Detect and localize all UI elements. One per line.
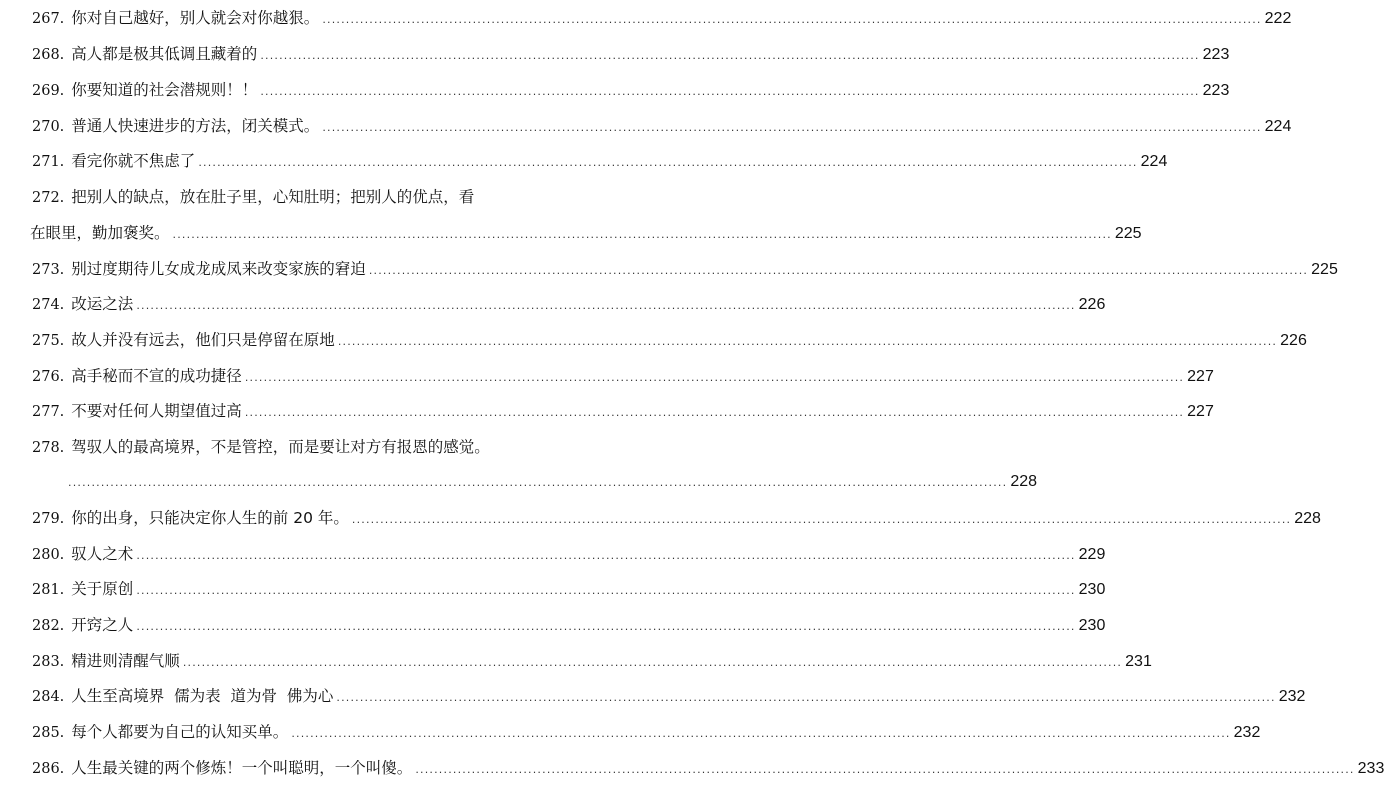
entry-number: 286. [32,761,65,777]
entry-page: 230 [1078,617,1106,634]
entry-page: 223 [1202,46,1230,63]
dot-leader [136,544,1075,568]
toc-entry[interactable] [30,185,1142,245]
entry-page: 228 [1294,510,1321,527]
entry-title: 高人都是极其低调且藏着的 [71,45,258,63]
entry-number: 270. [32,119,65,135]
toc-entry[interactable] [32,542,1106,566]
entry-number: 283. [32,654,65,670]
toc-entry[interactable] [32,399,1214,423]
entry-page: 224 [1140,153,1168,170]
entry-title: 别过度期待儿女成龙成凤来改变家族的窘迫 [71,260,366,278]
entry-page: 224 [1264,118,1292,135]
toc-entry[interactable] [32,42,1230,66]
toc-entry[interactable] [32,649,1152,673]
entry-title: 开窍之人 [71,616,134,634]
dot-leader [260,44,1199,68]
dot-leader [136,579,1075,603]
entry-number: 284. [32,689,65,705]
entry-page: 226 [1280,332,1307,349]
toc-entry[interactable] [32,149,1168,173]
dot-leader [322,116,1261,140]
dot-leader [369,259,1308,283]
entry-page: 222 [1264,10,1292,27]
dot-leader [415,758,1354,782]
entry-title: 人生最关键的两个修炼！一个叫聪明，一个叫傻。 [71,759,413,777]
entry-number: 280. [32,547,65,563]
entry-title: 把别人的缺点，放在肚子里，心知肚明；把别人的优点，看 [71,188,475,206]
dot-leader [136,615,1075,639]
toc-entry[interactable] [32,613,1106,637]
entry-title: 关于原创 [71,580,134,598]
entry-page: 228 [1010,473,1038,490]
entry-number: 279. [32,511,65,527]
entry-page: 227 [1187,368,1214,385]
entry-number: 275. [32,333,65,349]
entry-number: 267. [32,11,65,27]
entry-title-continued: 在眼里，勤加褒奖。 [30,224,170,242]
dot-leader [338,330,1277,354]
dot-leader [68,471,1007,495]
toc-entry[interactable] [32,292,1106,316]
entry-title: 人生至高境界 儒为表 道为骨 佛为心 [71,687,334,705]
toc-entry[interactable] [32,6,1292,30]
dot-leader [136,294,1075,318]
dot-leader [260,80,1199,104]
entry-title: 精进则清醒气顺 [71,652,180,670]
toc-entry[interactable] [32,257,1338,281]
entry-number: 273. [32,262,65,278]
entry-number: 282. [32,618,65,634]
toc-entry[interactable] [32,435,1038,494]
entry-page: 225 [1114,225,1142,242]
entry-number: 281. [32,582,65,598]
entry-number: 277. [32,404,65,420]
toc-entry[interactable] [32,577,1106,601]
entry-number: 271. [32,154,65,170]
dot-leader [245,401,1184,425]
entry-page: 233 [1357,760,1384,777]
toc-entry[interactable] [32,506,1321,530]
entry-page: 229 [1078,546,1106,563]
entry-page: 226 [1078,296,1106,313]
entry-number: 269. [32,83,65,99]
toc-entry[interactable] [32,684,1306,708]
dot-leader [183,651,1122,675]
dot-leader [336,686,1275,710]
entry-title: 不要对任何人期望值过高 [71,402,242,420]
entry-title: 驾驭人的最高境界，不是管控，而是要让对方有报恩的感觉。 [71,438,490,456]
toc-entry[interactable] [32,756,1384,780]
entry-page: 230 [1078,581,1106,598]
entry-number: 276. [32,369,65,385]
entry-number: 268. [32,47,65,63]
toc-entry[interactable] [32,328,1307,352]
entry-title: 高手秘而不宣的成功捷径 [71,367,242,385]
entry-title: 普通人快速进步的方法，闭关模式。 [71,117,320,135]
toc-entry[interactable] [32,720,1261,744]
entry-page: 223 [1202,82,1230,99]
entry-title: 你对自己越好，别人就会对你越狠。 [71,9,320,27]
entry-number: 278. [32,440,65,456]
entry-title: 每个人都要为自己的认知买单。 [71,723,289,741]
entry-page: 227 [1187,403,1214,420]
entry-page: 231 [1125,653,1152,670]
dot-leader [291,722,1230,746]
dot-leader [352,508,1291,532]
dot-leader [198,151,1137,175]
entry-title: 故人并没有远去，他们只是停留在原地 [71,331,335,349]
toc-entry[interactable] [32,364,1214,388]
toc-entry[interactable] [32,114,1292,138]
toc-entry[interactable] [32,78,1230,102]
entry-page: 232 [1278,688,1306,705]
entry-title: 看完你就不焦虑了 [71,152,196,170]
entry-number: 272. [32,190,65,206]
entry-title: 你要知道的社会潜规则！！ [71,81,258,99]
entry-title: 你的出身，只能决定你人生的前 20 年。 [71,509,349,527]
dot-leader [173,223,1112,247]
dot-leader [245,366,1184,390]
dot-leader [322,8,1261,32]
entry-number: 285. [32,725,65,741]
entry-number: 274. [32,297,65,313]
entry-title: 改运之法 [71,295,134,313]
entry-page: 232 [1233,724,1261,741]
entry-title: 驭人之术 [71,545,134,563]
entry-page: 225 [1311,261,1338,278]
